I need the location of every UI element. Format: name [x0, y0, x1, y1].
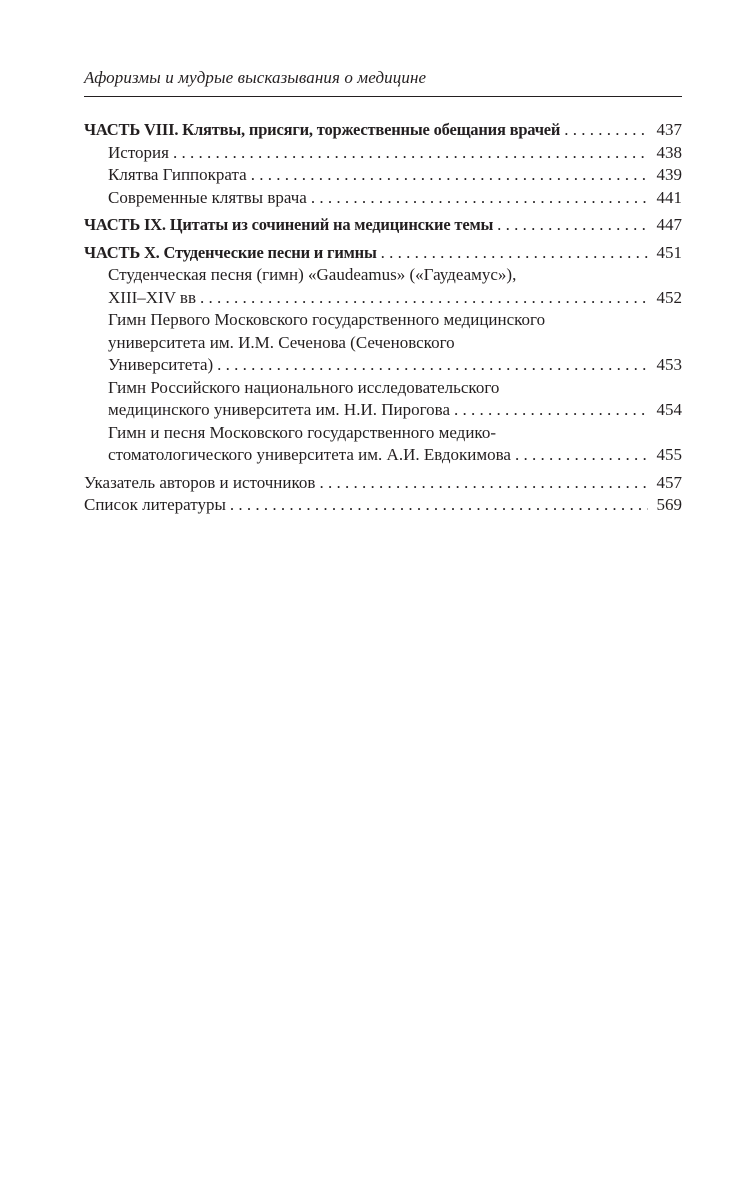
toc-entry-title: Список литературы — [84, 495, 226, 514]
toc-entry-line: Гимн Первого Московского государственного медицинского — [108, 310, 546, 329]
toc-entry-hippocratic-oath[interactable] — [108, 164, 682, 187]
leader-dots — [454, 399, 648, 422]
toc-part-x — [84, 242, 682, 467]
toc-entry-title: История — [108, 142, 169, 162]
toc-entry-part-ix[interactable] — [84, 214, 682, 237]
header-rule — [84, 96, 682, 97]
leader-dots — [173, 142, 648, 165]
toc-entry-title: XIII–XIV вв — [108, 287, 196, 307]
toc-page-number: 441 — [656, 187, 682, 207]
leader-dots — [217, 354, 648, 377]
leader-dots — [251, 164, 648, 187]
toc-entry-title: Современные клятвы врача — [108, 187, 307, 207]
toc-entry-part-x[interactable] — [84, 242, 682, 265]
toc-entry-line: Студенческая песня (гимн) «Gaudeamus» («Гаудеамус»), — [108, 265, 517, 284]
toc-entry-part-viii[interactable] — [84, 119, 682, 142]
toc-page-number: 451 — [656, 242, 682, 262]
toc-page-number: 569 — [656, 495, 682, 514]
toc-entry-title: Указатель авторов и источников — [84, 472, 316, 492]
leader-dots — [319, 472, 648, 495]
toc-page-number: 438 — [656, 142, 682, 162]
toc-entry-title: стоматологического университета им. А.И. Евдокимова — [108, 445, 511, 464]
toc-entry-title: ЧАСТЬ IX. Цитаты из сочинений на медицинские темы — [84, 215, 494, 234]
toc-entry-evdokimov-anthem[interactable] — [108, 422, 682, 467]
toc-entry-author-index[interactable] — [84, 472, 682, 495]
leader-dots — [515, 444, 648, 467]
toc-page-number: 457 — [656, 472, 682, 492]
toc-entry-sechenov-anthem[interactable] — [108, 309, 682, 377]
toc-page-number: 455 — [656, 445, 682, 464]
toc-entry-line: университета им. И.М. Сеченова (Сеченовского — [108, 332, 455, 352]
leader-dots — [381, 242, 648, 265]
toc-page-number: 454 — [656, 400, 682, 419]
toc-entry-title: медицинского университета им. Н.И. Пирогова — [108, 400, 451, 419]
toc-entry-bibliography[interactable] — [84, 494, 682, 517]
leader-dots — [497, 214, 648, 237]
toc-entry-line: Гимн и песня Московского государственного медико- — [108, 422, 496, 442]
toc-entry-title: ЧАСТЬ X. Студенческие песни и гимны — [84, 242, 377, 262]
leader-dots — [311, 187, 648, 210]
table-of-contents — [84, 119, 682, 517]
leader-dots — [564, 119, 648, 142]
toc-entry-title: ЧАСТЬ VIII. Клятвы, присяги, торжественные обещания врачей — [84, 120, 561, 139]
toc-entry-gaudeamus[interactable] — [108, 264, 682, 309]
toc-part-ix — [84, 214, 682, 237]
toc-entry-pirogov-anthem[interactable] — [108, 377, 682, 422]
toc-part-viii — [84, 119, 682, 209]
running-head: Афоризмы и мудрые высказывания о медицине — [84, 68, 427, 87]
toc-entry-title: Клятва Гиппократа — [108, 165, 247, 184]
toc-page-number: 439 — [656, 165, 682, 184]
toc-page-number: 447 — [656, 215, 682, 234]
toc-entry-title: Университета) — [108, 355, 214, 374]
toc-page-number: 452 — [656, 287, 682, 307]
leader-dots — [230, 494, 648, 517]
toc-page-number: 437 — [656, 120, 682, 139]
toc-entry-line: Гимн Российского национального исследовательского — [108, 377, 500, 397]
toc-entry-modern-oaths[interactable] — [108, 187, 682, 210]
toc-page-number: 453 — [656, 355, 682, 374]
toc-entry-history[interactable] — [108, 142, 682, 165]
leader-dots — [200, 287, 648, 310]
